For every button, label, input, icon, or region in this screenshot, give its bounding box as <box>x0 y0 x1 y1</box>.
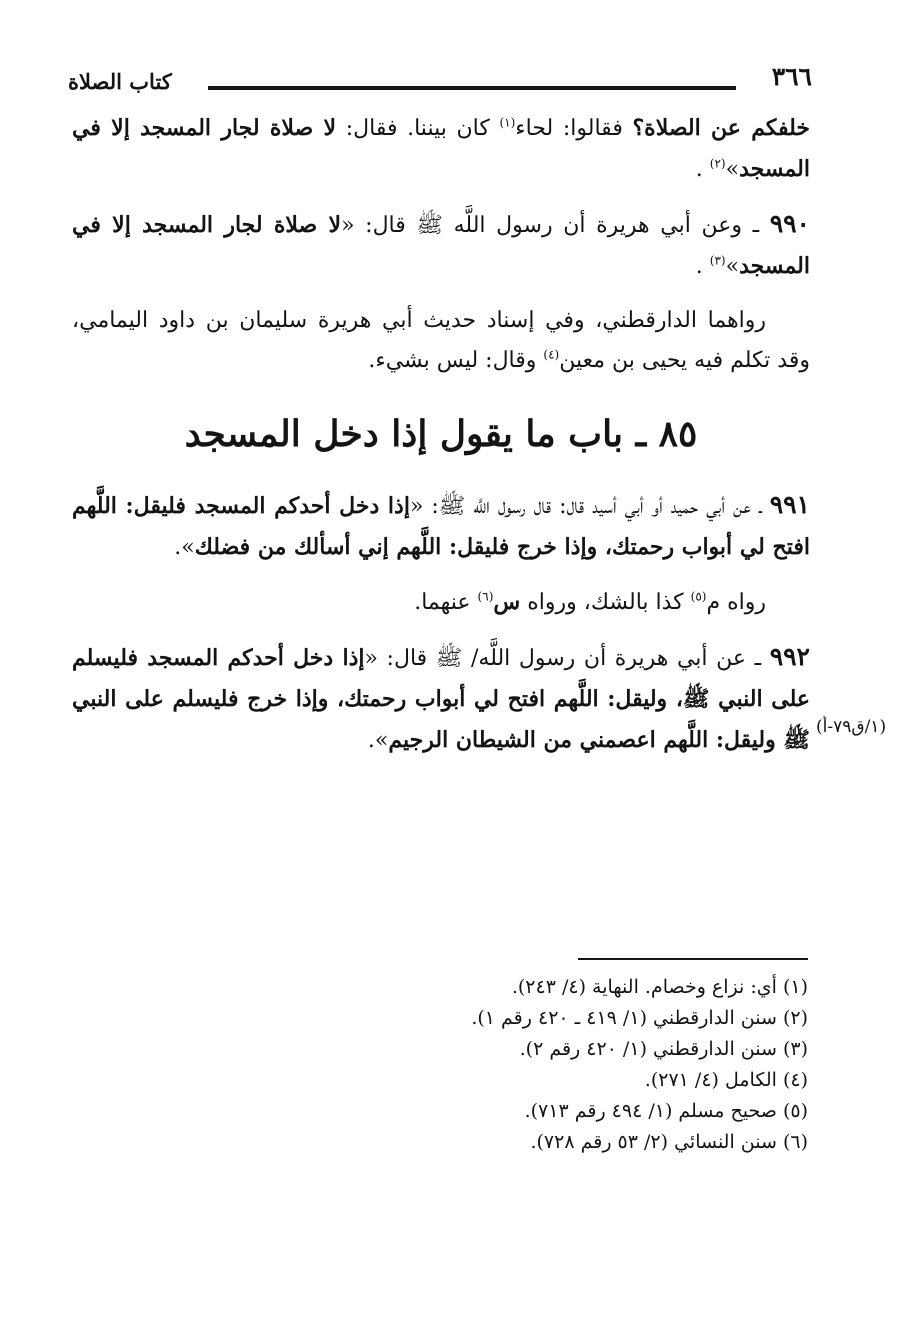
text-normal: ـ عن أبي حميد أو أبي أسيد قال: قال رسول اللَّه ﷺ: « <box>409 494 770 519</box>
main-text <box>72 108 810 775</box>
text-normal: ـ وعن أبي هريرة أن رسول اللَّه ﷺ قال: « <box>341 213 770 238</box>
footnote-ref: (٣) <box>709 253 726 268</box>
footnote: (٥) صحيح مسلم (١/ ٤٩٤ رقم ٧١٣). <box>524 1100 808 1122</box>
running-header <box>68 62 812 98</box>
text-normal: كان بيننا. فقال: <box>336 116 500 141</box>
page-number: ٣٦٦ <box>771 62 812 91</box>
text-normal: ». <box>367 728 389 753</box>
text-normal: » <box>725 157 740 182</box>
hadith-number: ٩٩١ <box>769 490 810 519</box>
text-normal: » <box>725 254 740 279</box>
text-bold: لا صلاة لجار المسجد إلا في المسجد <box>72 212 810 279</box>
text-normal: رواه م <box>706 590 766 615</box>
hadith-991 <box>72 485 810 568</box>
paragraph-commentary <box>72 301 810 381</box>
paragraph-continuation <box>72 108 810 190</box>
manuscript-folio-note: (١/ق٧٩-أ) <box>816 717 887 737</box>
footnote: (٣) سنن الدارقطني (١/ ٤٢٠ رقم ٢). <box>519 1038 808 1060</box>
text-bold: لا صلاة لجار المسجد إلا في المسجد <box>72 115 810 182</box>
footnote-ref: (٤) <box>543 347 560 362</box>
hadith-number: ٩٩٢ <box>769 642 810 671</box>
paragraph-attribution <box>72 582 810 623</box>
footnote-ref: (٦) <box>477 589 494 604</box>
text-normal: عنهما. <box>414 590 478 615</box>
footnote: (٢) سنن الدارقطني (١/ ٤١٩ ـ ٤٢٠ رقم ١). <box>471 1007 808 1029</box>
text-bold: خلفكم عن الصلاة؟ <box>632 115 810 141</box>
header-rule <box>208 86 736 90</box>
text-bold: إذا دخل أحدكم المسجد فليسلم على النبي ﷺ، وليقل: اللَّهم افتح لي أبواب رحمتك، وإذا خرج فليسلم على النبي ﷺ وليقل: اللَّهم اعصمني من الشيطان الرجيم <box>72 645 810 753</box>
text-bold: س <box>493 589 521 615</box>
footnote-ref: (٢) <box>709 156 726 171</box>
footnote: (١) أي: نزاع وخصام. النهاية (٤/ ٢٤٣). <box>511 976 808 998</box>
text-normal: فقالوا: لحاء <box>515 116 633 141</box>
book-title: كتاب الصلاة <box>68 69 172 94</box>
footnote: (٦) سنن النسائي (٢/ ٥٣ رقم ٧٢٨). <box>530 1131 808 1153</box>
footnote-separator <box>578 958 808 960</box>
text-normal: . <box>695 157 710 182</box>
section-heading: ٨٥ ـ باب ما يقول إذا دخل المسجد <box>184 413 698 455</box>
text-normal: ـ عن أبي هريرة أن رسول اللَّه/ ﷺ قال: « <box>364 646 770 671</box>
footnotes <box>72 972 808 1158</box>
hadith-992 <box>72 637 810 761</box>
text-normal: . <box>695 254 710 279</box>
footnote: (٤) الكامل (٤/ ٢٧١). <box>644 1069 808 1091</box>
text-normal: رواهما الدارقطني، وفي إسناد حديث أبي هريرة سليمان بن داود اليمامي، وقد تكلم فيه يحيى بن معين <box>72 308 810 373</box>
text-normal: ». <box>174 535 195 560</box>
text-normal: كذا بالشك، ورواه <box>520 590 691 615</box>
hadith-number: ٩٩٠ <box>769 209 810 238</box>
hadith-990 <box>72 204 810 287</box>
text-bold: إذا دخل أحدكم المسجد فليقل: اللَّهم افتح لي أبواب رحمتك، وإذا خرج فليقل: اللَّهم إني أسألك من فضلك <box>72 493 810 560</box>
text-normal: وقال: ليس بشيء. <box>368 348 544 373</box>
footnote-ref: (١) <box>499 115 516 130</box>
footnote-ref: (٥) <box>690 589 707 604</box>
